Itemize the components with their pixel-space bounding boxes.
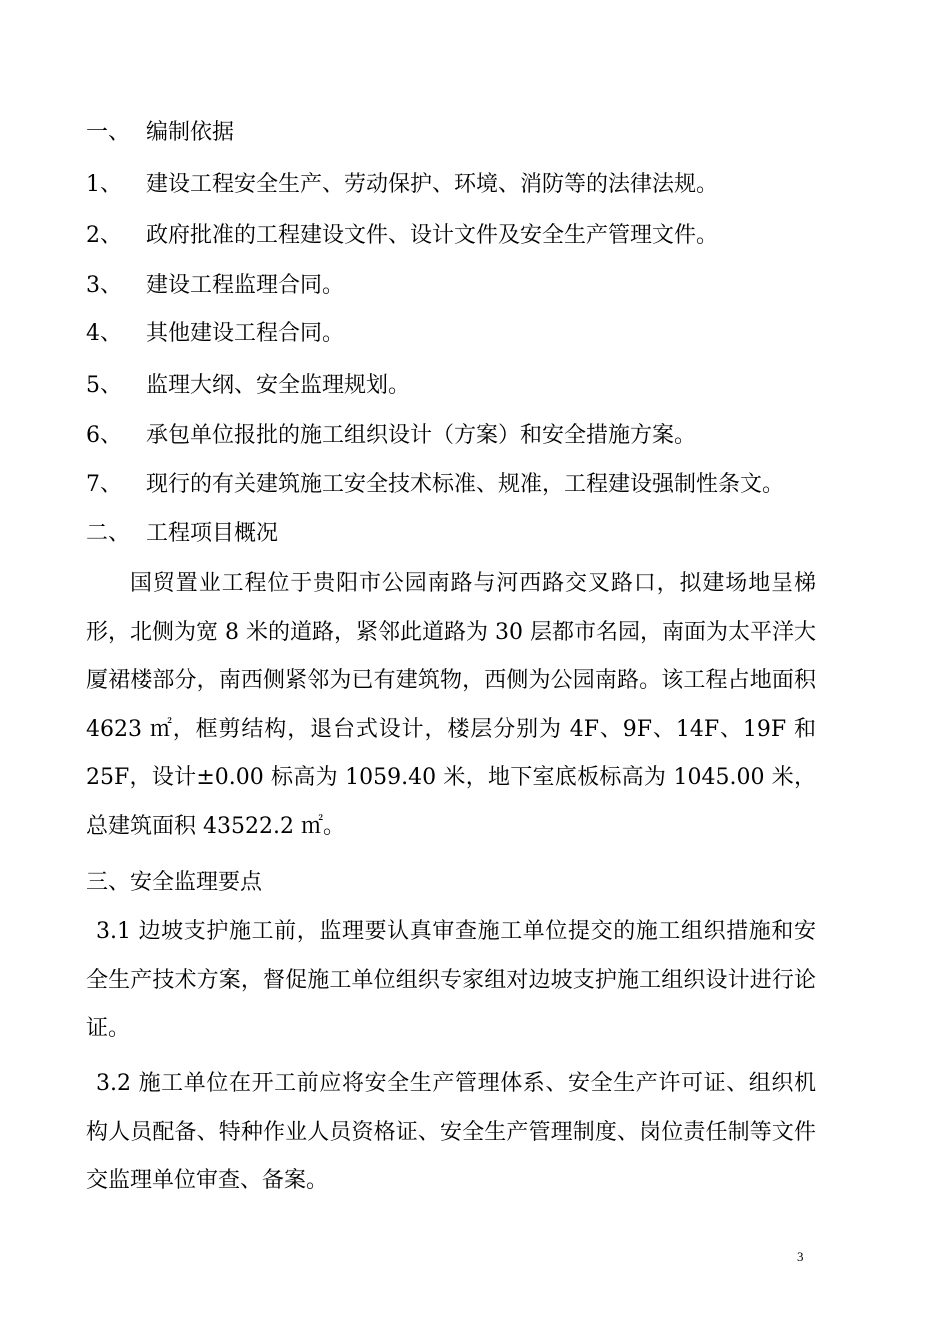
item-number: 7、 <box>86 472 122 497</box>
item-text: 建设工程监理合同。 <box>146 273 345 298</box>
item-text: 现行的有关建筑施工安全技术标准、规准，工程建设强制性条文。 <box>146 472 785 497</box>
section-heading-3: 三、安全监理要点 <box>86 870 263 895</box>
item-text: 建设工程安全生产、劳动保护、环境、消防等的法律法规。 <box>146 172 719 197</box>
item-number: 2、 <box>86 223 122 248</box>
section-heading-1 <box>86 118 826 148</box>
item-number: 1、 <box>86 172 122 197</box>
item-text: 监理大纲、安全监理规划。 <box>146 373 411 398</box>
item-text: 承包单位报批的施工组织设计（方案）和安全措施方案。 <box>146 423 697 448</box>
item-number: 5、 <box>86 373 122 398</box>
list-item <box>86 371 826 401</box>
heading-number: 一、 <box>86 120 131 145</box>
list-item <box>86 319 826 349</box>
item-text: 政府批准的工程建设文件、设计文件及安全生产管理文件。 <box>146 223 719 248</box>
heading-text: 编制依据 <box>146 120 235 145</box>
item-text: 其他建设工程合同。 <box>146 321 345 346</box>
project-overview-paragraph: 国贸置业工程位于贵阳市公园南路与河西路交叉路口，拟建场地呈梯形，北侧为宽 8 米的道路，紧邻此道路为 30 层都市名园，南面为太平洋大厦裙楼部分，南西侧紧邻为已有建筑物，西侧为公园南路。该工程占地面积 4623 ㎡，框剪结构，退台式设计，楼层分别为 4F、9F、14F、19F 和 25F，设计±0.00 标高为 1059.40 米，地下室底板标高为 1045.00 米，总建筑面积 43522.2 ㎡。 <box>86 571 816 839</box>
heading-number: 二、 <box>86 521 131 546</box>
heading-text: 工程项目概况 <box>146 521 279 546</box>
list-item <box>86 470 826 500</box>
item-number: 6、 <box>86 423 122 448</box>
list-item <box>86 271 826 301</box>
section-heading-2 <box>86 519 826 549</box>
list-item <box>86 421 826 451</box>
page-number: 3 <box>797 1249 804 1264</box>
item-number: 4、 <box>86 321 122 346</box>
list-item <box>86 170 826 200</box>
safety-point-paragraph: 3.2 施工单位在开工前应将安全生产管理体系、安全生产许可证、组织机构人员配备、特种作业人员资格证、安全生产管理制度、岗位责任制等文件交监理单位审查、备案。 <box>86 1071 816 1193</box>
list-item <box>86 221 826 251</box>
safety-point-paragraph: 3.1 边坡支护施工前，监理要认真审查施工单位提交的施工组织措施和安全生产技术方案，督促施工单位组织专家组对边坡支护施工组织设计进行论证。 <box>86 919 816 1041</box>
item-number: 3、 <box>86 273 122 298</box>
